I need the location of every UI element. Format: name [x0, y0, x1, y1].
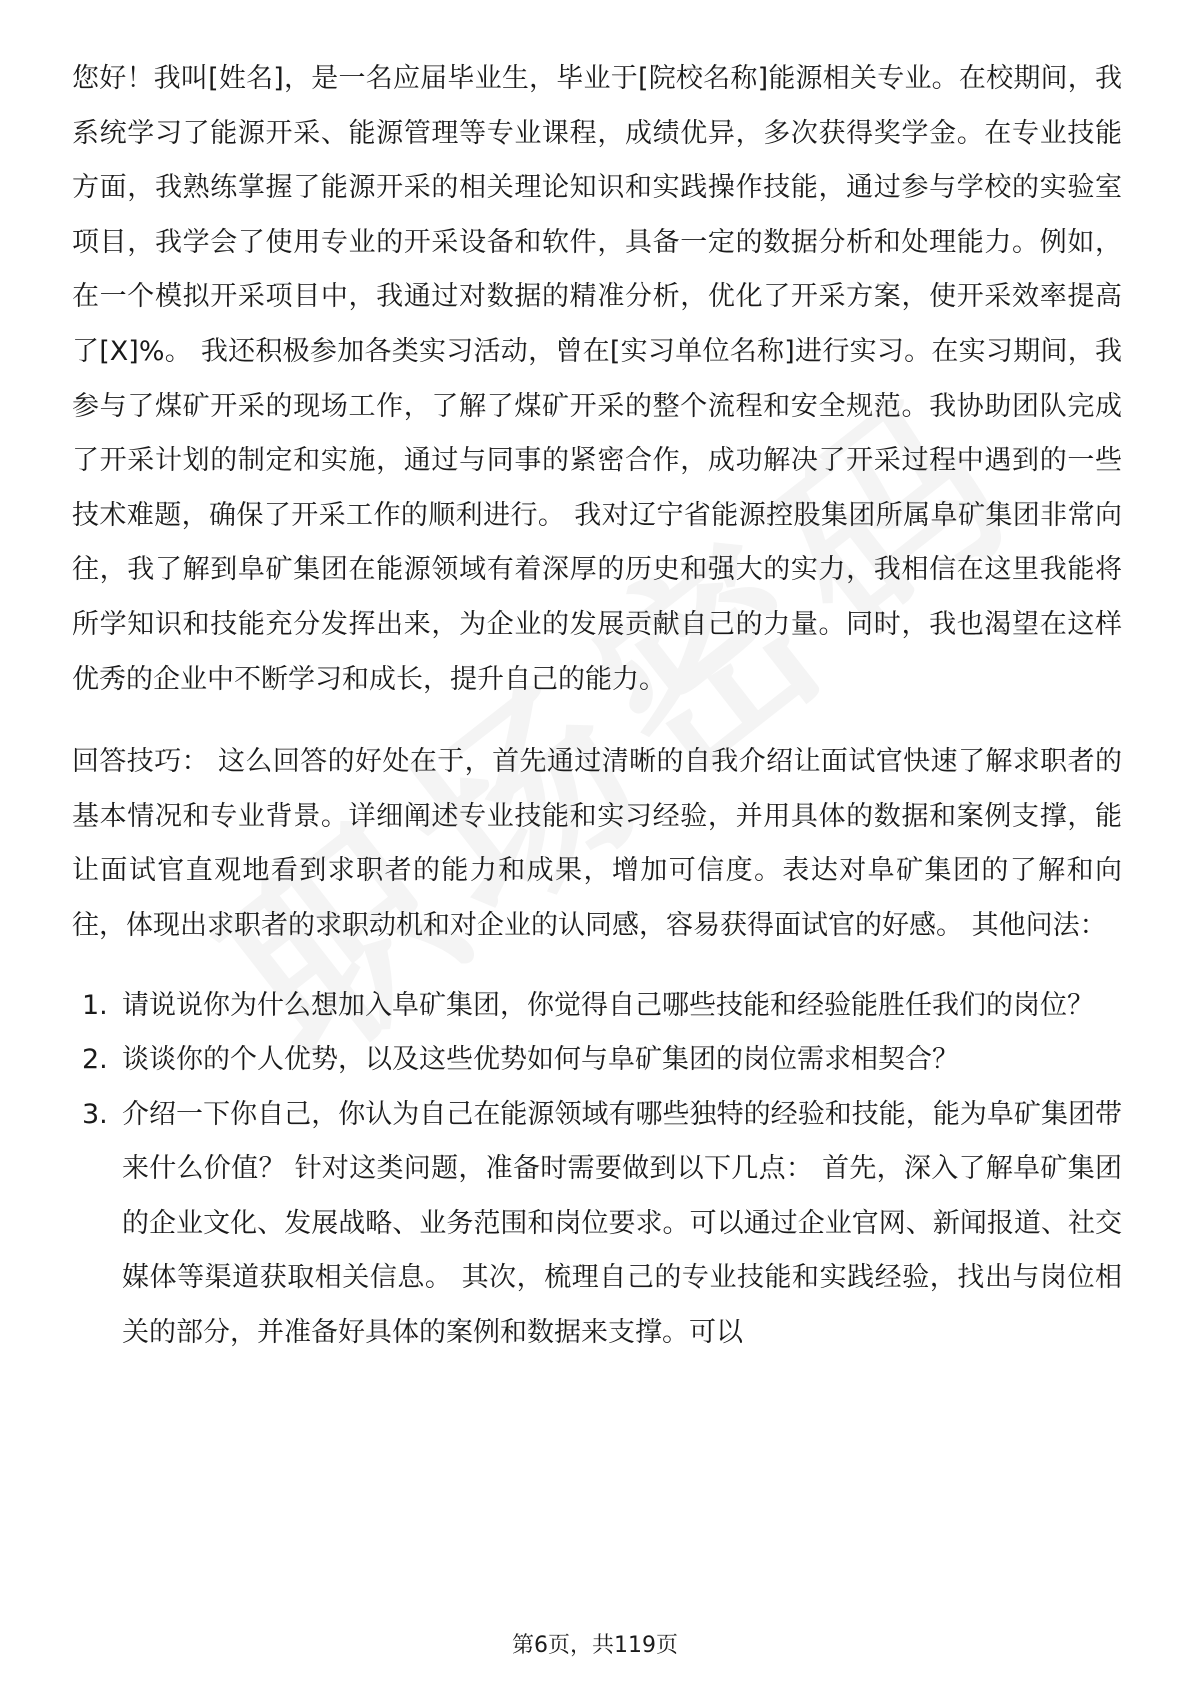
question-list	[72, 979, 1122, 1361]
list-item-text: 请说说你为什么想加入阜矿集团，你觉得自己哪些技能和经验能胜任我们的岗位？	[122, 989, 1094, 1021]
list-item-number: 2.	[82, 1044, 108, 1076]
list-item-number: 1.	[82, 989, 108, 1021]
page-content	[72, 52, 1122, 1361]
list-item-text: 谈谈你的个人优势，以及这些优势如何与阜矿集团的岗位需求相契合？	[122, 1044, 959, 1076]
list-item	[82, 1088, 1122, 1361]
list-item-text: 介绍一下你自己，你认为自己在能源领域有哪些独特的经验和技能，能为阜矿集团带来什么价值？ 针对这类问题，准备时需要做到以下几点： 首先，深入了解阜矿集团的企业文化、发展战略、业务范围和岗位要求。可以通过企业官网、新闻报道、社交媒体等渠道获取相关信息。 其次，梳理自己的专业技能和实践经验，找出与岗位相关的部分，并准备好具体的案例和数据来支撑。可以	[122, 1098, 1122, 1349]
list-item	[82, 979, 1122, 1034]
list-item	[82, 1033, 1122, 1088]
list-item-number: 3.	[82, 1098, 108, 1130]
intro-paragraph: 您好！我叫[姓名]，是一名应届毕业生，毕业于[院校名称]能源相关专业。在校期间，我系统学习了能源开采、能源管理等专业课程，成绩优异，多次获得奖学金。在专业技能方面，我熟练掌握了能源开采的相关理论知识和实践操作技能，通过参与学校的实验室项目，我学会了使用专业的开采设备和软件，具备一定的数据分析和处理能力。例如，在一个模拟开采项目中，我通过对数据的精准分析，优化了开采方案，使开采效率提高了[X]%。 我还积极参加各类实习活动，曾在[实习单位名称]进行实习。在实习期间，我参与了煤矿开采的现场工作，了解了煤矿开采的整个流程和安全规范。我协助团队完成了开采计划的制定和实施，通过与同事的紧密合作，成功解决了开采过程中遇到的一些技术难题，确保了开采工作的顺利进行。 我对辽宁省能源控股集团所属阜矿集团非常向往，我了解到阜矿集团在能源领域有着深厚的历史和强大的实力，我相信在这里我能将所学知识和技能充分发挥出来，为企业的发展贡献自己的力量。同时，我也渴望在这样优秀的企业中不断学习和成长，提升自己的能力。	[72, 63, 1122, 695]
tips-paragraph: 回答技巧： 这么回答的好处在于，首先通过清晰的自我介绍让面试官快速了解求职者的基本情况和专业背景。详细阐述专业技能和实习经验，并用具体的数据和案例支撑，能让面试官直观地看到求职者的能力和成果，增加可信度。表达对阜矿集团的了解和向往，体现出求职者的求职动机和对企业的认同感，容易获得面试官的好感。 其他问法：	[72, 746, 1122, 941]
page-footer: 第6页，共119页	[512, 1633, 678, 1658]
